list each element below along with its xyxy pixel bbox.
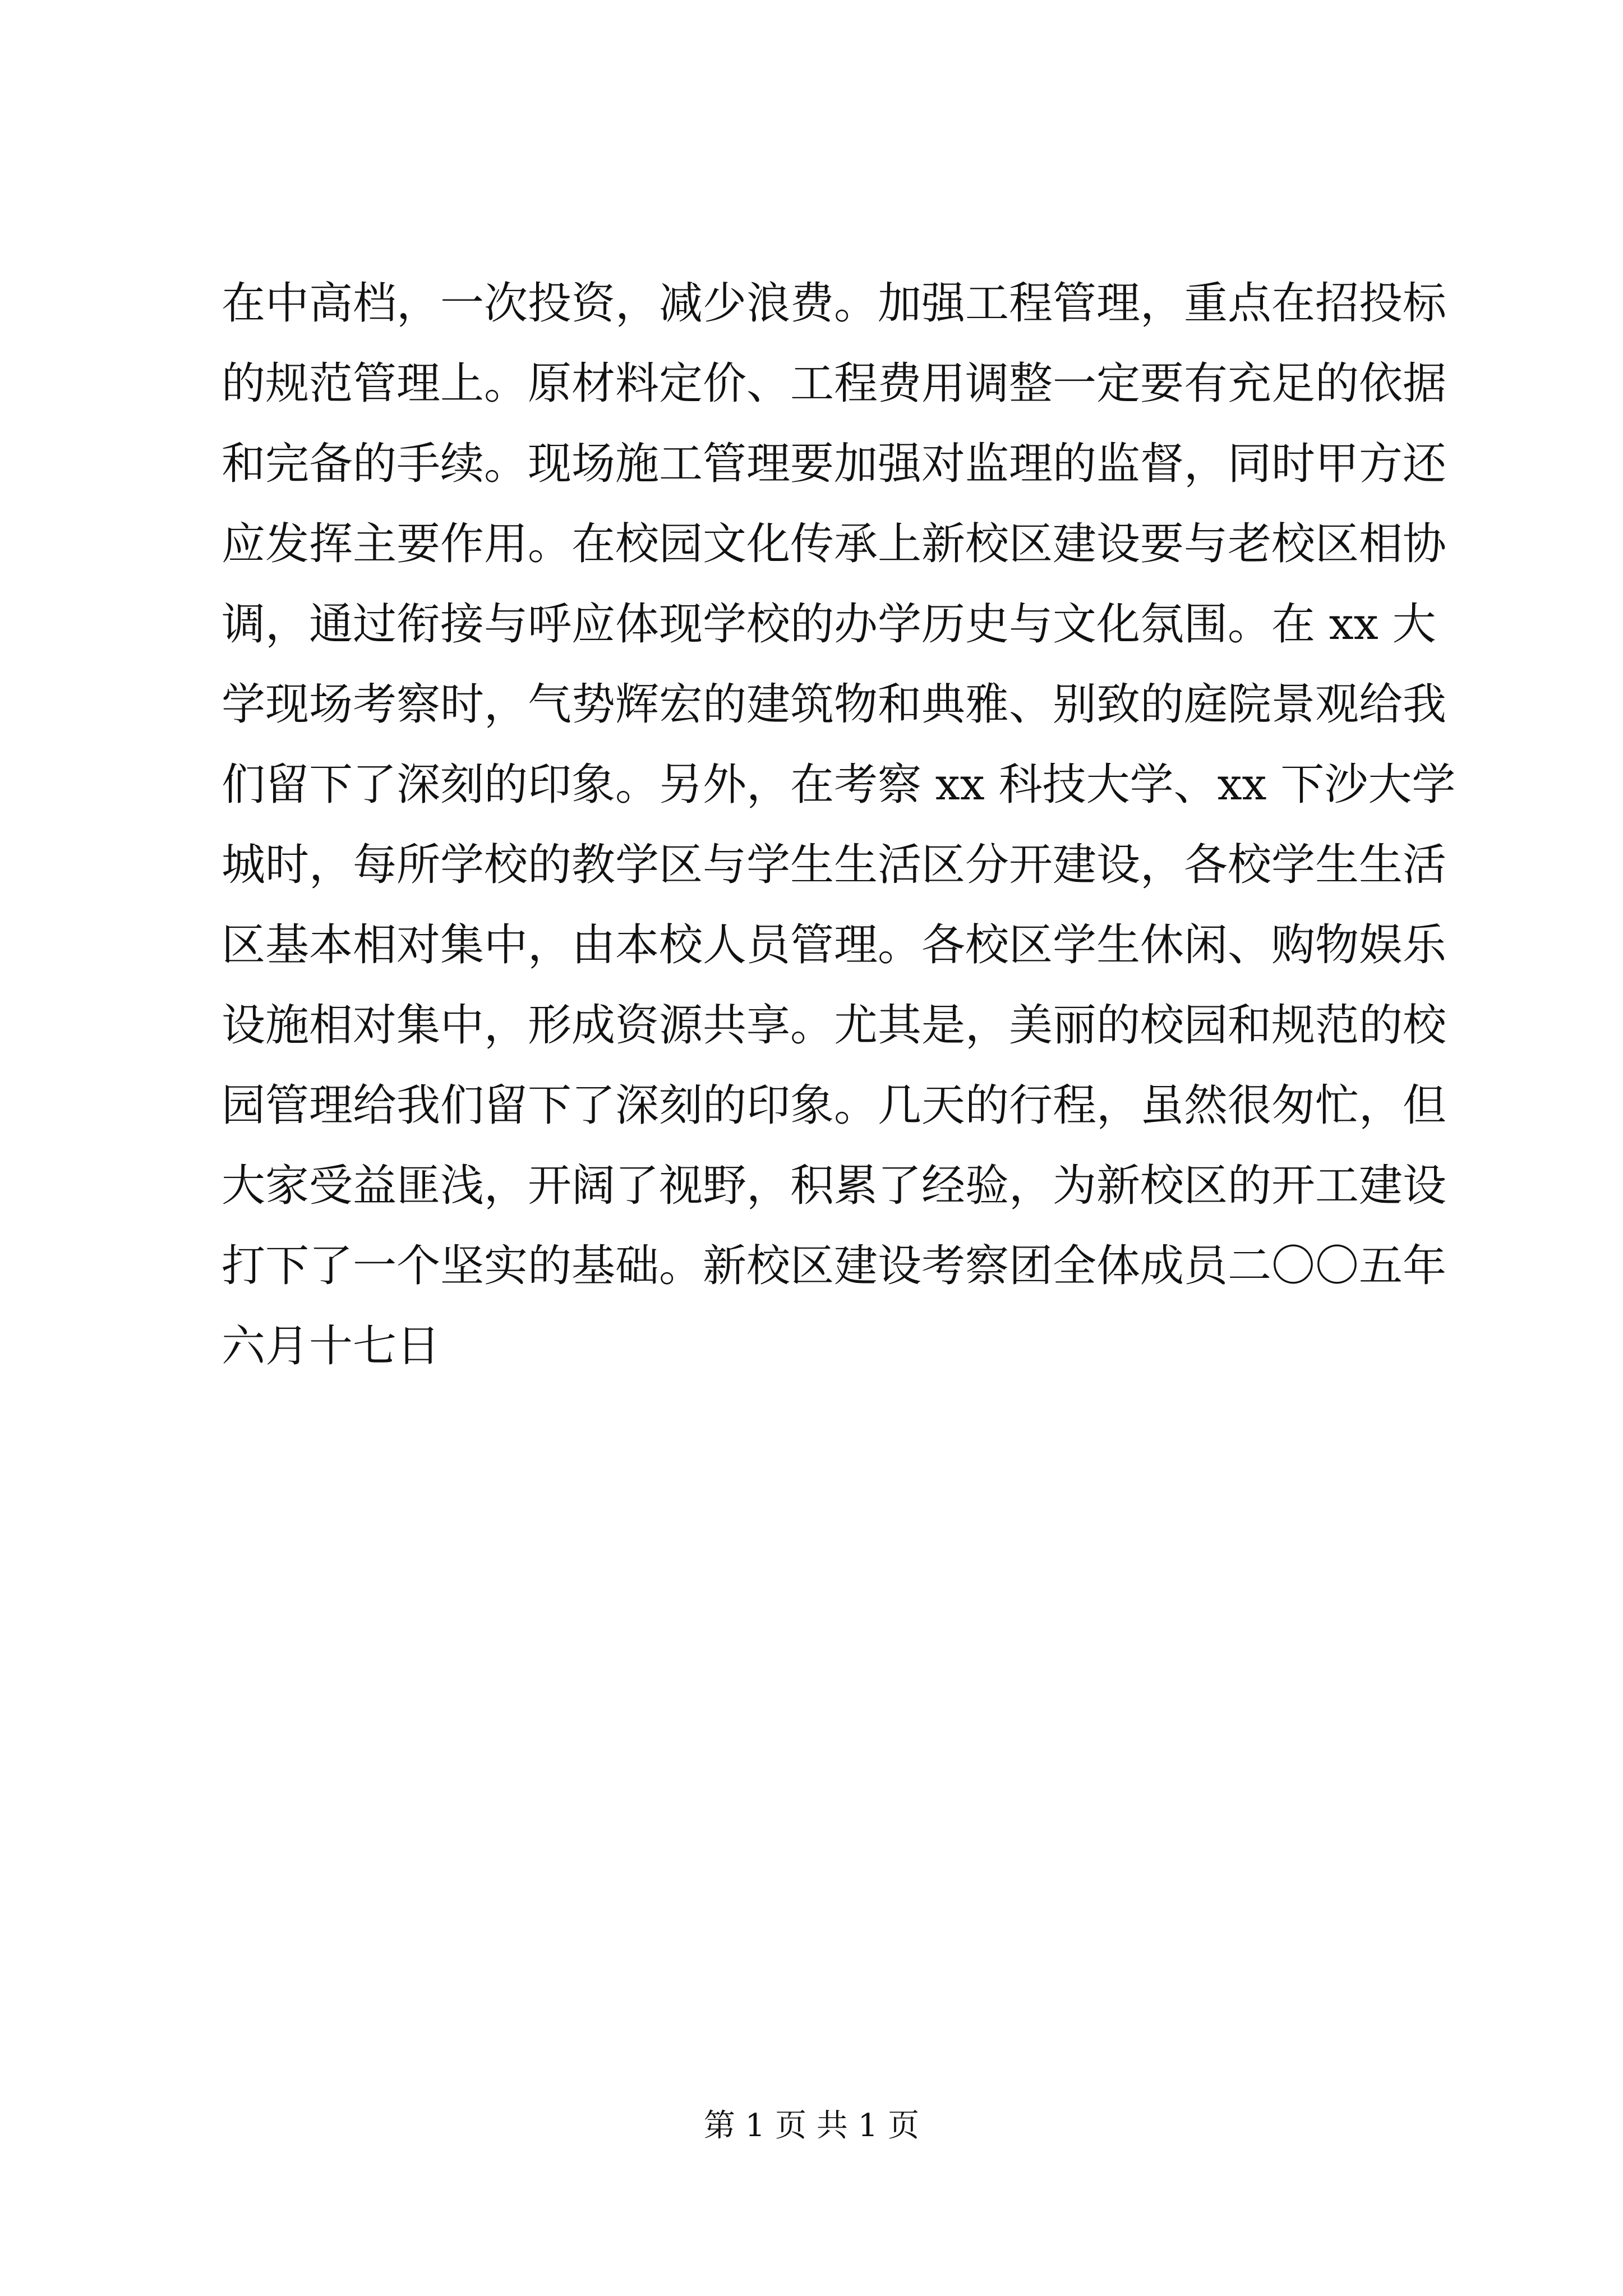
text-line: 在中高档，一次投资，减少浪费。加强工程管理，重点在招投标 [222, 278, 1447, 329]
page-footer: 第 1 页 共 1 页 [703, 2108, 920, 2144]
text-line: 学现场考察时，气势辉宏的建筑物和典雅、别致的庭院景观给我 [222, 679, 1447, 730]
text-line: 的规范管理上。原材料定价、工程费用调整一定要有充足的依据 [222, 358, 1447, 409]
text-line: 城时，每所学校的教学区与学生生活区分开建设，各校学生生活 [222, 840, 1447, 890]
body-text [222, 264, 1456, 1387]
text-line: 打下了一个坚实的基础。新校区建设考察团全体成员二〇〇五年 [222, 1241, 1447, 1291]
text-line: 应发挥主要作用。在校园文化传承上新校区建设要与老校区相协 [222, 519, 1447, 569]
text-line: 们留下了深刻的印象。另外，在考察 xx 科技大学、xx 下沙大学 [222, 760, 1456, 810]
text-line: 大家受益匪浅，开阔了视野，积累了经验，为新校区的开工建设 [222, 1161, 1447, 1211]
text-line: 园管理给我们留下了深刻的印象。几天的行程，虽然很匆忙，但 [222, 1080, 1447, 1131]
text-line: 和完备的手续。现场施工管理要加强对监理的监督，同时甲方还 [222, 439, 1447, 489]
text-line: 区基本相对集中，由本校人员管理。各校区学生休闲、购物娱乐 [222, 920, 1447, 970]
text-line: 设施相对集中，形成资源共享。尤其是，美丽的校园和规范的校 [222, 1000, 1447, 1051]
text-line: 调，通过衔接与呼应体现学校的办学历史与文化氛围。在 xx 大 [222, 599, 1436, 650]
text-line-last: 六月十七日 [222, 1321, 441, 1372]
